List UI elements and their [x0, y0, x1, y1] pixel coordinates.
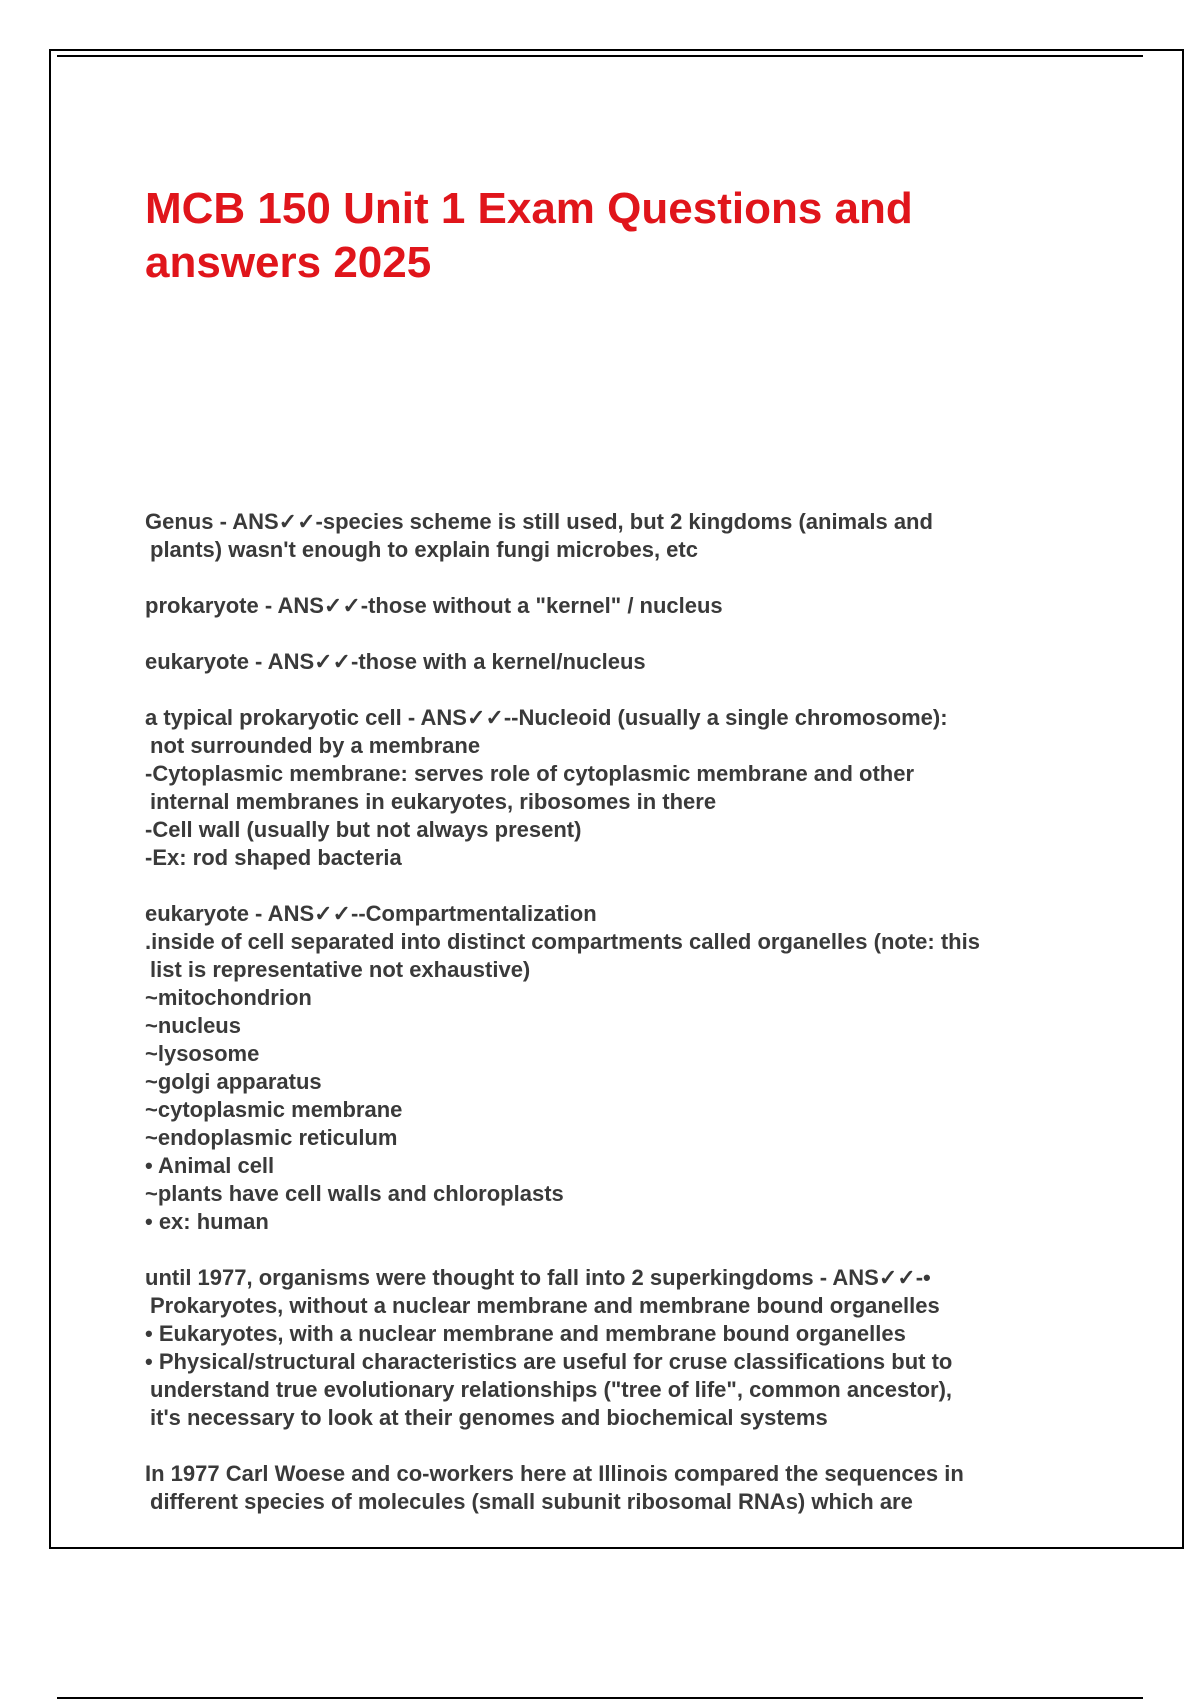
qa-question-line: Genus - ANS✓✓-species scheme is still used, but 2 kingdoms (animals and	[145, 509, 933, 534]
qa-answer-line: .inside of cell separated into distinct compartments called organelles (note: this	[145, 929, 980, 954]
qa-question-line: In 1977 Carl Woese and co-workers here at Illinois compared the sequences in	[145, 1461, 964, 1486]
qa-answer-line: plants) wasn't enough to explain fungi microbes, etc	[150, 537, 698, 562]
qa-entry	[145, 900, 1095, 1236]
qa-answer-line: • ex: human	[145, 1209, 269, 1234]
qa-answer-line: ~nucleus	[145, 1013, 241, 1038]
qa-answer-line: ~endoplasmic reticulum	[145, 1125, 398, 1150]
qa-answer-line: • Physical/structural characteristics are useful for cruse classifications but to	[145, 1349, 953, 1374]
top-rule	[57, 55, 1143, 57]
qa-entry	[145, 592, 1095, 620]
qa-entry	[145, 704, 1095, 872]
qa-answer-line: Prokaryotes, without a nuclear membrane and membrane bound organelles	[150, 1293, 940, 1318]
qa-answer-line: ~mitochondrion	[145, 985, 312, 1010]
qa-answer-line: ~plants have cell walls and chloroplasts	[145, 1181, 564, 1206]
qa-question-line: until 1977, organisms were thought to fall into 2 superkingdoms - ANS✓✓-•	[145, 1265, 931, 1290]
qa-answer-line: ~golgi apparatus	[145, 1069, 322, 1094]
title-line: MCB 150 Unit 1 Exam Questions and	[145, 184, 913, 233]
qa-question-line: prokaryote - ANS✓✓-those without a "kernel" / nucleus	[145, 593, 723, 618]
title-line: answers 2025	[145, 238, 432, 287]
qa-answer-line: internal membranes in eukaryotes, ribosomes in there	[150, 789, 717, 814]
qa-question-line: eukaryote - ANS✓✓--Compartmentalization	[145, 901, 597, 926]
qa-answer-line: list is representative not exhaustive)	[150, 957, 531, 982]
qa-answer-line: -Cell wall (usually but not always present)	[145, 817, 582, 842]
qa-answer-line: ~lysosome	[145, 1041, 260, 1066]
bottom-rule	[57, 1697, 1143, 1699]
qa-list	[145, 508, 1095, 1516]
qa-answer-line: understand true evolutionary relationships ("tree of life", common ancestor),	[150, 1377, 953, 1402]
qa-question-line: a typical prokaryotic cell - ANS✓✓--Nucleoid (usually a single chromosome):	[145, 705, 948, 730]
qa-answer-line: -Cytoplasmic membrane: serves role of cytoplasmic membrane and other	[145, 761, 915, 786]
qa-answer-line: not surrounded by a membrane	[150, 733, 481, 758]
qa-entry	[145, 1264, 1095, 1432]
qa-answer-line: different species of molecules (small subunit ribosomal RNAs) which are	[150, 1489, 913, 1514]
qa-answer-line: • Animal cell	[145, 1153, 275, 1178]
qa-answer-line: -Ex: rod shaped bacteria	[145, 845, 402, 870]
qa-question-line: eukaryote - ANS✓✓-those with a kernel/nucleus	[145, 649, 646, 674]
qa-entry	[145, 648, 1095, 676]
qa-answer-line: • Eukaryotes, with a nuclear membrane and membrane bound organelles	[145, 1321, 906, 1346]
qa-answer-line: it's necessary to look at their genomes and biochemical systems	[150, 1405, 828, 1430]
qa-entry	[145, 1460, 1095, 1516]
qa-answer-line: ~cytoplasmic membrane	[145, 1097, 403, 1122]
document-title	[145, 182, 1045, 290]
qa-entry	[145, 508, 1095, 564]
